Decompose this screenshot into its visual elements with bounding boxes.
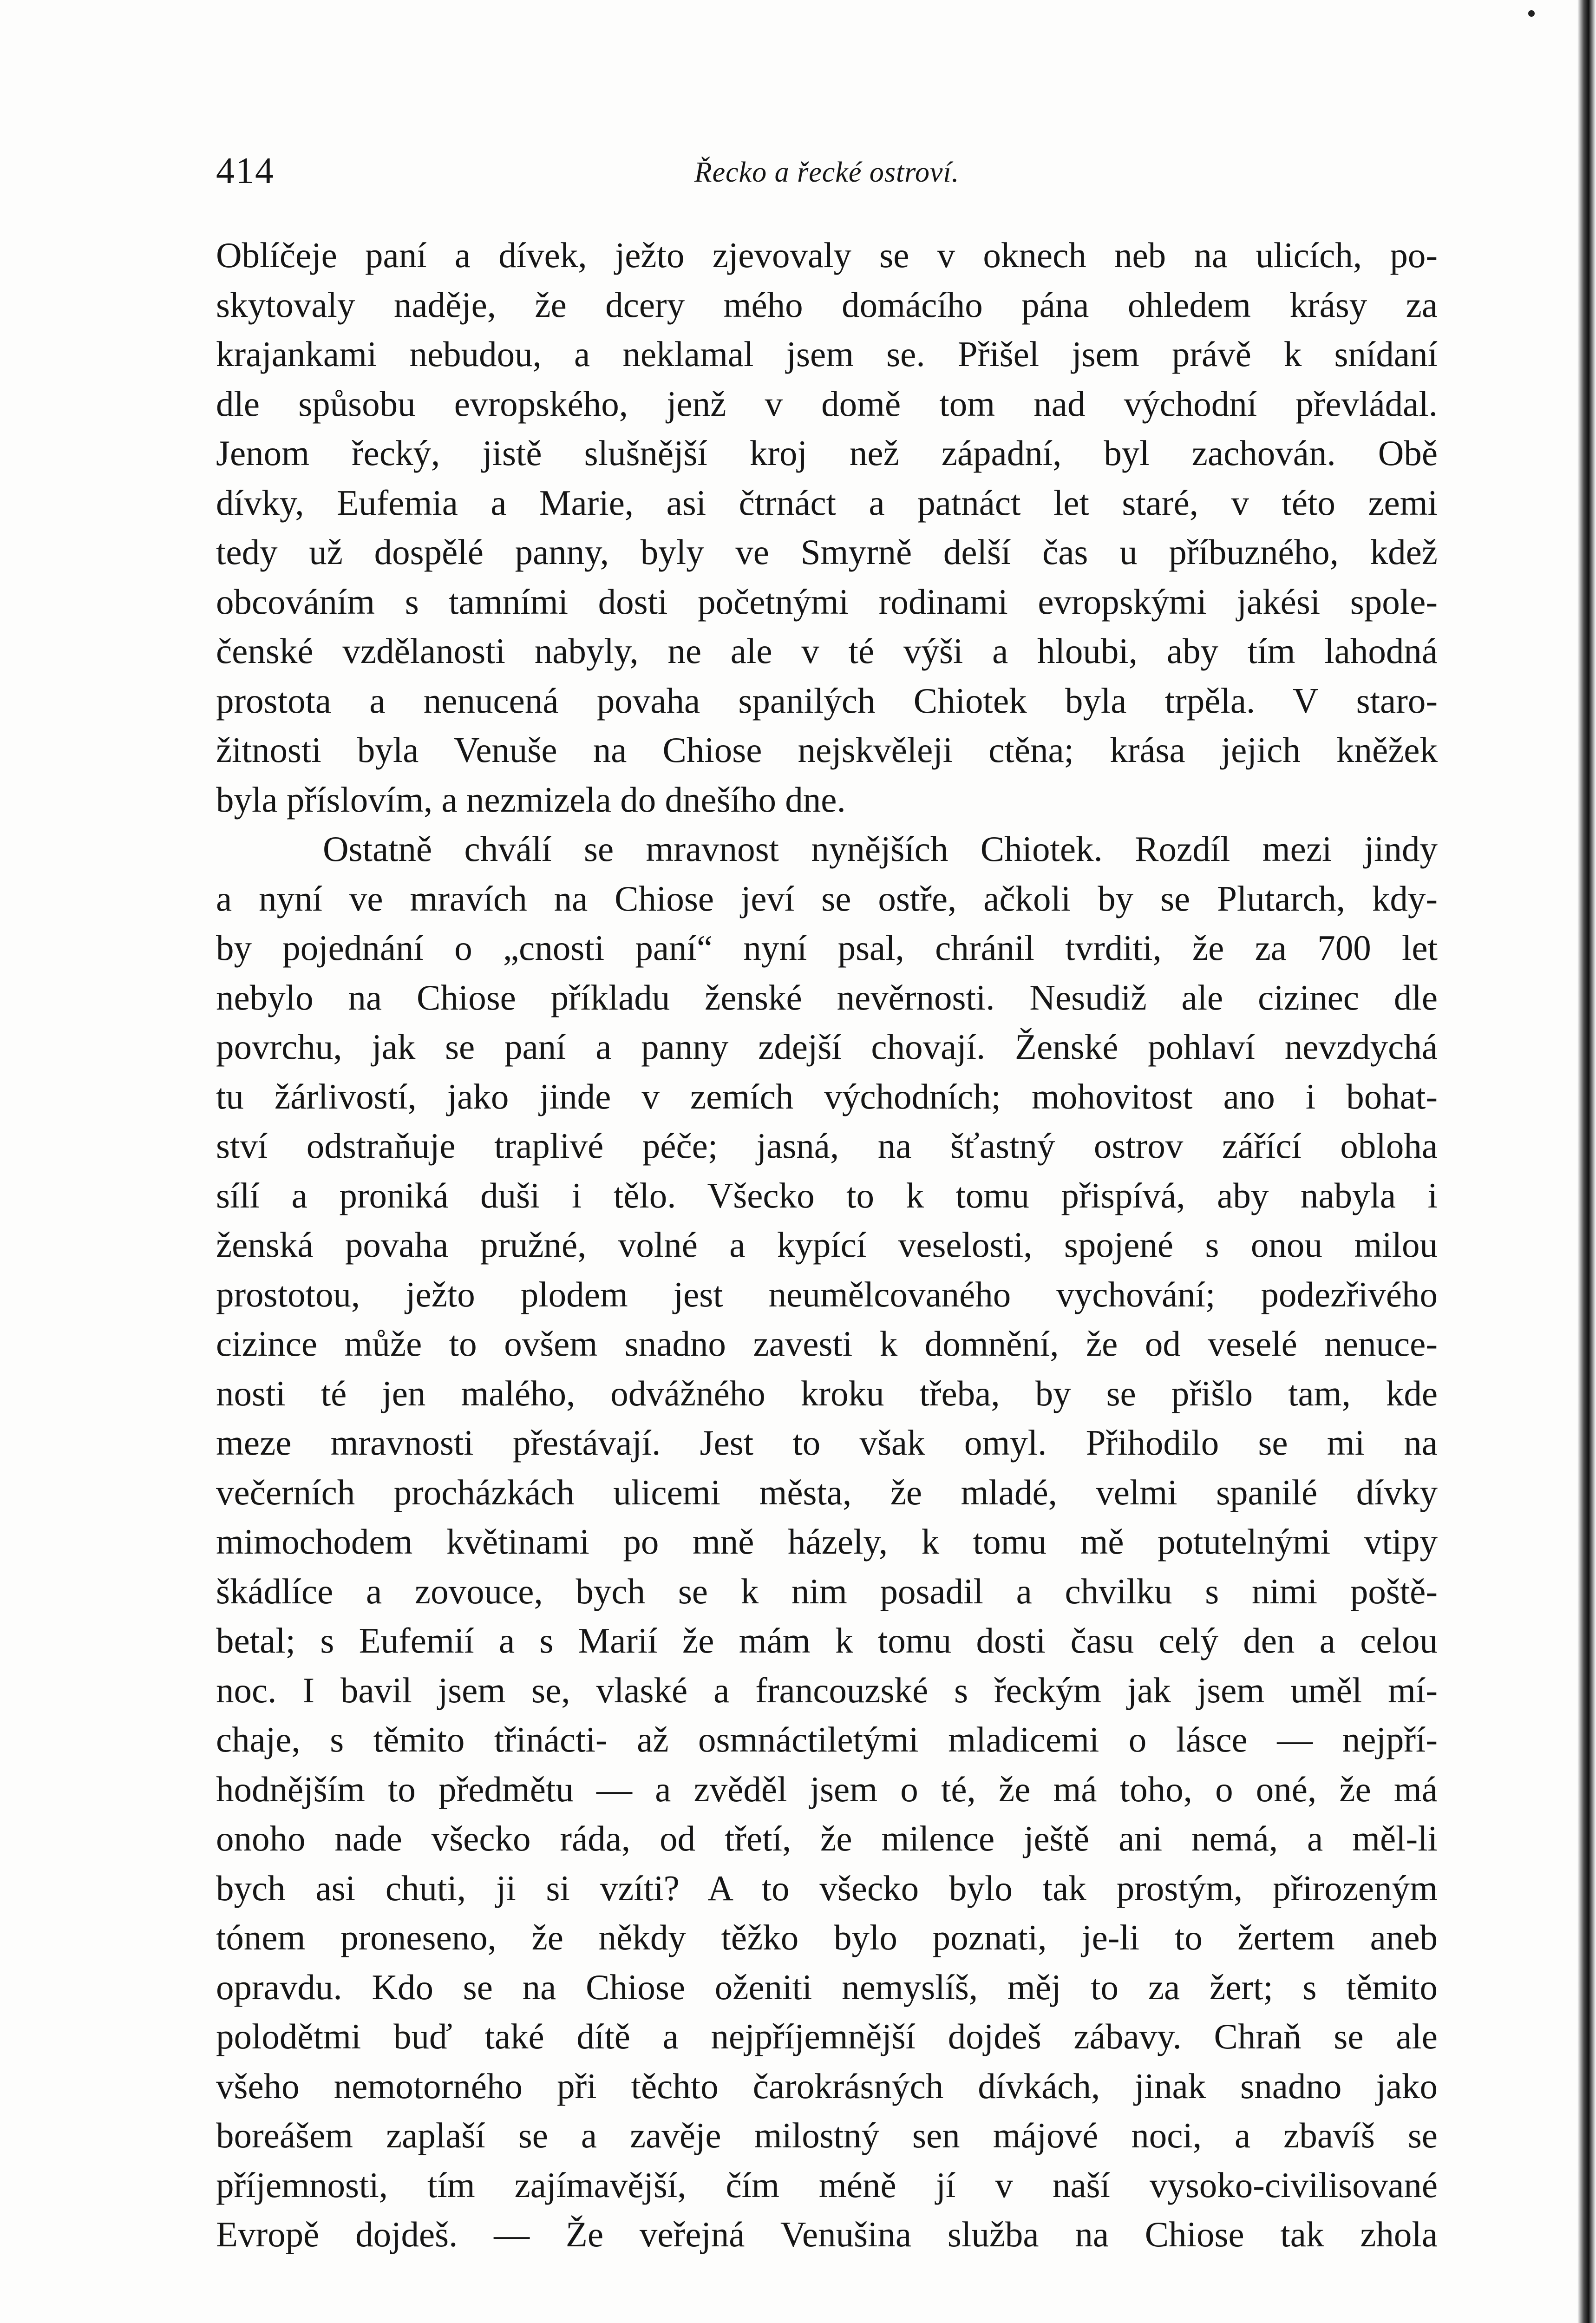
text-line: a nyní ve mravích na Chiose jeví se ostře, ačkoli by se Plutarch, kdy- [216, 878, 1438, 919]
text-line: Oblíčeje paní a dívek, ježto zjevovaly se v oknech neb na ulicích, po- [216, 235, 1438, 275]
text-line: prostota a nenucená povaha spanilých Chiotek byla trpěla. V staro- [216, 680, 1438, 721]
text-line: prostotou, ježto plodem jest neumělcovaného vychování; podezřivého [216, 1274, 1438, 1314]
text-line: žitnosti byla Venuše na Chiose nejskvěleji ctěna; krása jejich kněžek [216, 730, 1438, 770]
text-line: ství odstraňuje traplivé péče; jasná, na šťastný ostrov zářící obloha [216, 1126, 1438, 1166]
text-line: nosti té jen malého, odvážného kroku třeba, by se přišlo tam, kde [216, 1373, 1438, 1413]
text-line: sílí a proniká duši i tělo. Všecko to k tomu přispívá, aby nabyla i [216, 1175, 1438, 1215]
text-line: krajankami nebudou, a neklamal jsem se. Přišel jsem právě k snídaní [216, 334, 1438, 374]
text-line: povrchu, jak se paní a panny zdejší chovají. Ženské pohlaví nevzdychá [216, 1027, 1438, 1067]
text-line: večerních procházkách ulicemi města, že mladé, velmi spanilé dívky [216, 1472, 1438, 1512]
text-line: čenské vzdělanosti nabyly, ne ale v té výši a hloubi, aby tím lahodná [216, 631, 1438, 671]
body-text [216, 230, 1438, 2259]
paragraph-end-line: byla příslovím, a nezmizela do dnešího dne. [216, 779, 846, 820]
text-line: by pojednání o „cnosti paní“ nyní psal, chránil tvrditi, že za 700 let [216, 928, 1438, 968]
text-line: Jenom řecký, jistě slušnější kroj než západní, byl zachován. Obě [216, 433, 1438, 473]
paragraph-first-line: Ostatně chválí se mravnost nynějších Chiotek. Rozdíl mezi jindy [323, 829, 1438, 869]
text-line: hodnějším to předmětu — a zvěděl jsem o té, že má toho, o oné, že má [216, 1769, 1438, 1809]
text-line: nebylo na Chiose příkladu ženské nevěrnosti. Nesudiž ale cizinec dle [216, 977, 1438, 1017]
text-line: skytovaly naděje, že dcery mého domácího pána ohledem krásy za [216, 284, 1438, 325]
text-line: škádlíce a zovouce, bych se k nim posadil a chvilku s nimi poště- [216, 1571, 1438, 1611]
text-line: bych asi chuti, ji si vzíti? A to všecko bylo tak prostým, přirozeným [216, 1868, 1438, 1908]
text-line: všeho nemotorného při těchto čarokrásných dívkách, jinak snadno jako [216, 2066, 1438, 2106]
text-line: noc. I bavil jsem se, vlaské a francouzské s řeckým jak jsem uměl mí- [216, 1670, 1438, 1710]
text-line: dívky, Eufemia a Marie, asi čtrnáct a patnáct let staré, v této zemi [216, 482, 1438, 523]
text-line: cizince může to ovšem snadno zavesti k domnění, že od veselé nenuce- [216, 1324, 1438, 1364]
running-title: Řecko a řecké ostroví. [694, 157, 960, 188]
text-line: polodětmi buď také dítě a nejpříjemnější dojdeš zábavy. Chraň se ale [216, 2016, 1438, 2056]
text-line: tu žárlivostí, jako jinde v zemích východních; mohovitost ano i bohat- [216, 1076, 1438, 1116]
text-line: ženská povaha pružné, volné a kypící veselosti, spojené s onou milou [216, 1225, 1438, 1265]
text-line: Evropě dojdeš. — Že veřejná Venušina služba na Chiose tak zhola [216, 2214, 1438, 2254]
page-edge-shadow [1577, 0, 1596, 2323]
text-line: onoho nade všecko ráda, od třetí, že milence ještě ani nemá, a měl-li [216, 1818, 1438, 1858]
text-line: boreášem zaplaší se a zavěje milostný sen májové noci, a zbavíš se [216, 2115, 1438, 2155]
text-line: tónem proneseno, že někdy těžko bylo poznati, je-li to žertem aneb [216, 1917, 1438, 1957]
text-line: betal; s Eufemií a s Marií že mám k tomu dosti času celý den a celou [216, 1621, 1438, 1660]
text-line: tedy už dospělé panny, byly ve Smyrně delší čas u příbuzného, kdež [216, 532, 1438, 572]
text-line: obcováním s tamními dosti početnými rodinami evropskými jakési spole- [216, 581, 1438, 622]
text-line: meze mravnosti přestávají. Jest to však omyl. Přihodilo se mi na [216, 1423, 1438, 1463]
text-line: dle spůsobu evropského, jenž v domě tom nad východní převládal. [216, 383, 1438, 424]
text-line: opravdu. Kdo se na Chiose oženiti nemyslíš, měj to za žert; s těmito [216, 1967, 1438, 2007]
scan-speck [1528, 10, 1535, 17]
text-line: chaje, s těmito třinácti- až osmnáctiletými mladicemi o lásce — nejpří- [216, 1719, 1438, 1759]
page-header [216, 148, 1438, 203]
text-line: příjemnosti, tím zajímavější, čím méně jí v naší vysoko-civilisované [216, 2165, 1438, 2205]
page-number: 414 [216, 151, 275, 191]
text-line: mimochodem květinami po mně házely, k tomu mě potutelnými vtipy [216, 1522, 1438, 1562]
